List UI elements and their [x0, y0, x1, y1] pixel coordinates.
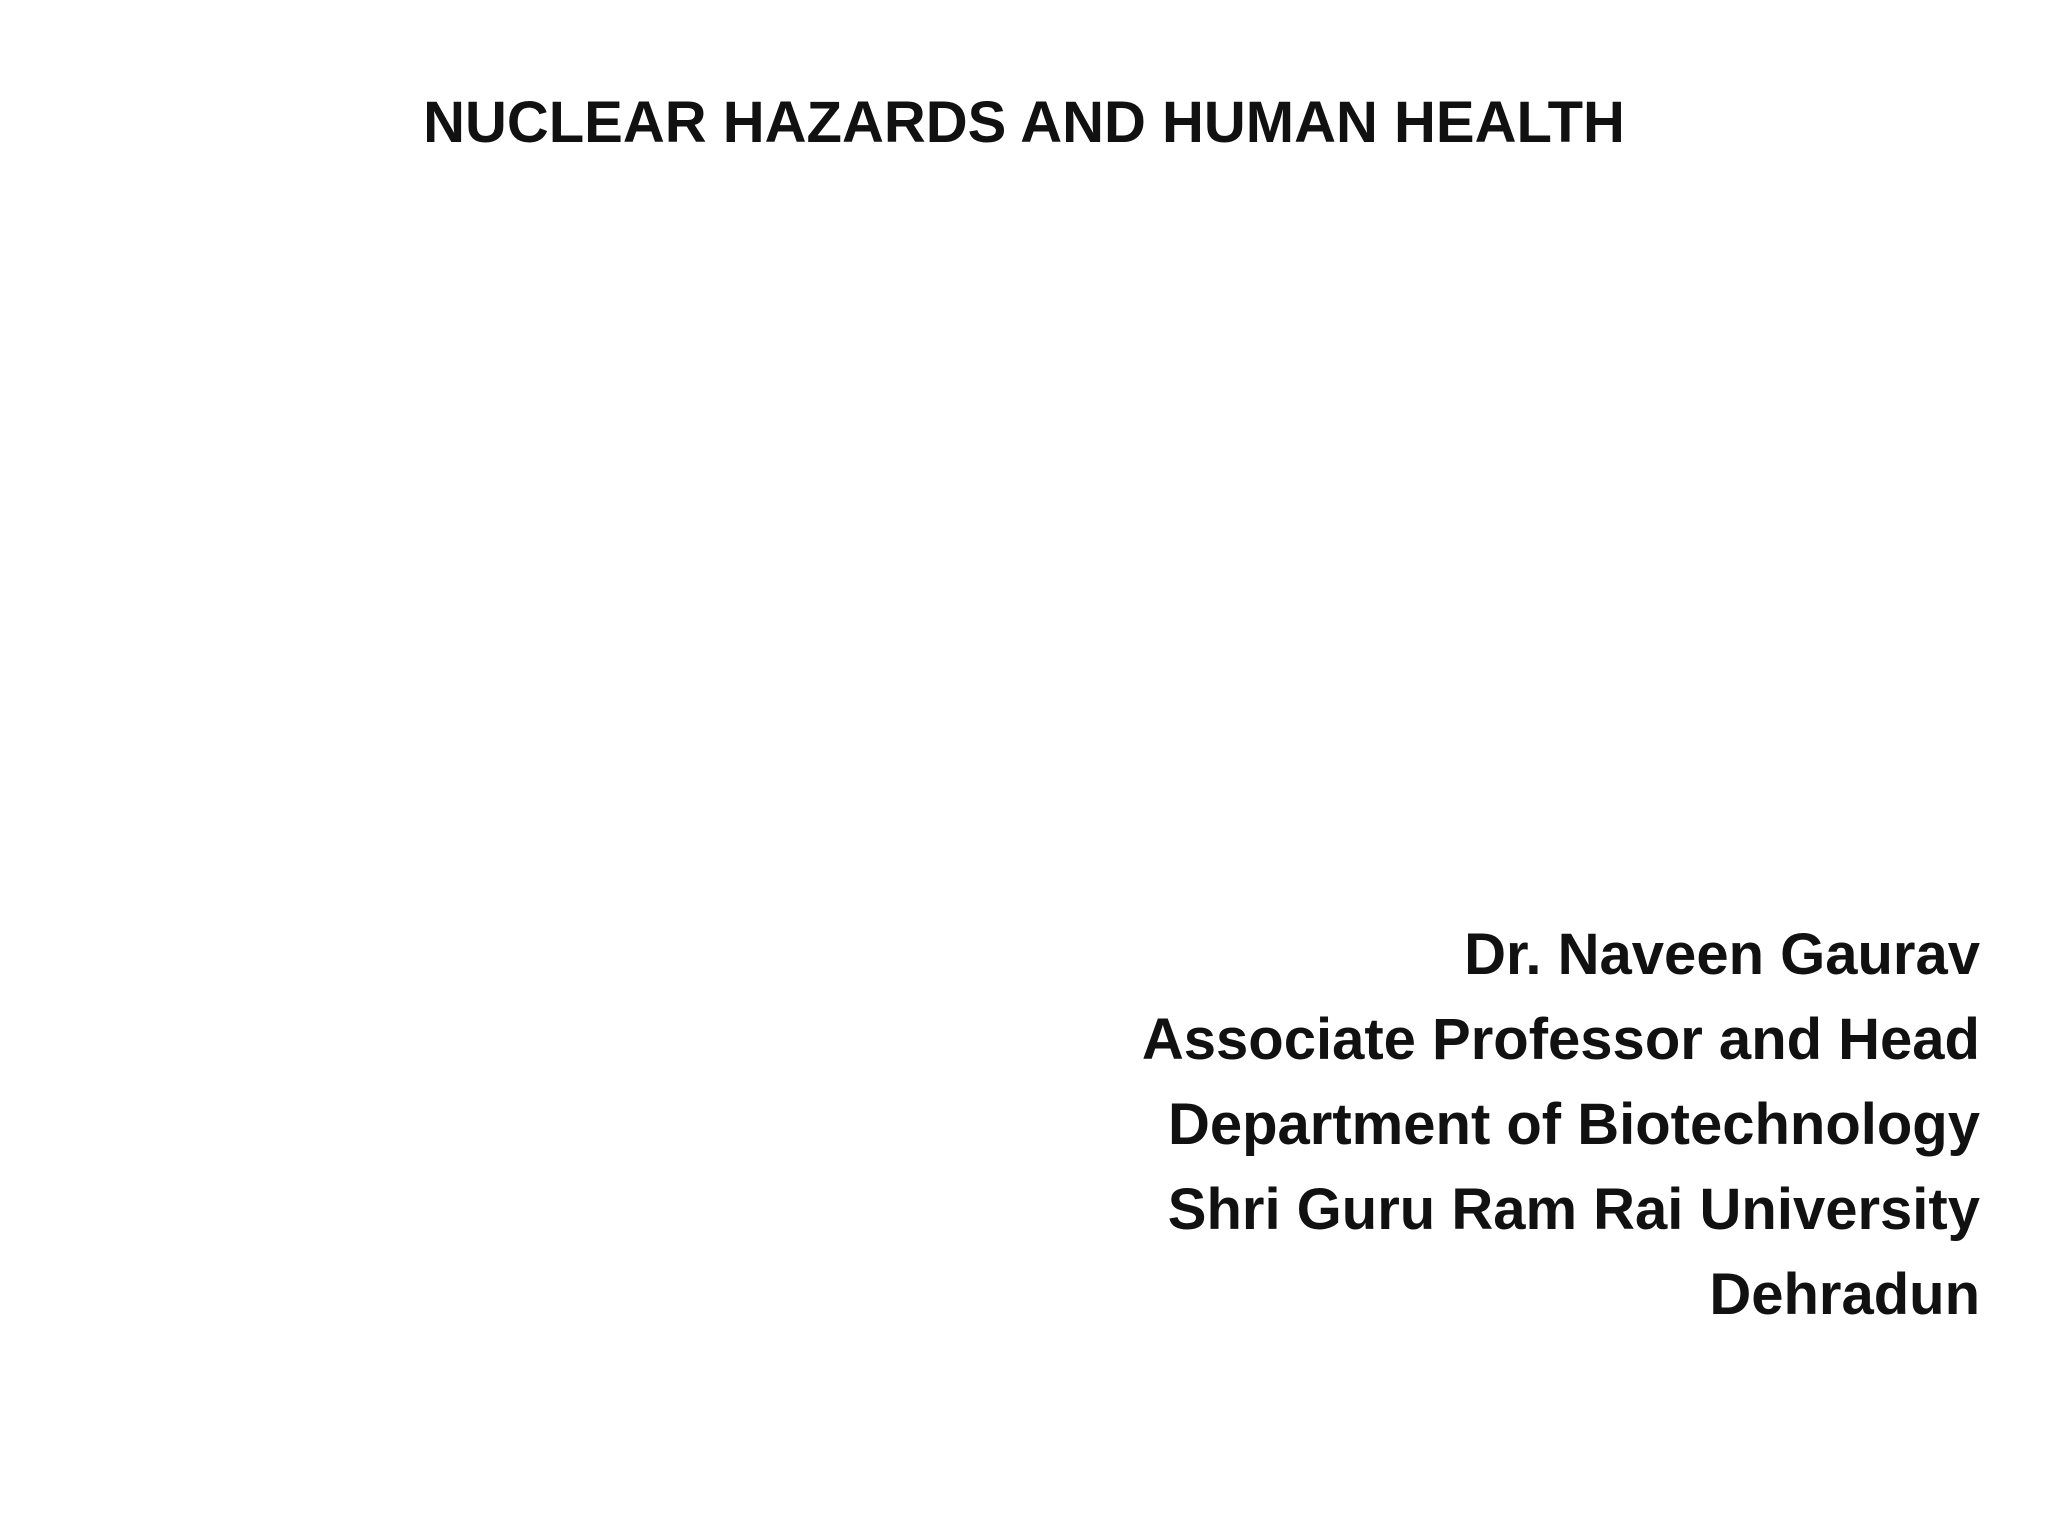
- author-designation: Associate Professor and Head: [1141, 1007, 1980, 1072]
- author-info: [880, 912, 1980, 1337]
- author-university: Shri Guru Ram Rai University: [1167, 1177, 1980, 1242]
- author-city: Dehradun: [1709, 1262, 1980, 1327]
- author-name: Dr. Naveen Gaurav: [1464, 922, 1980, 987]
- author-department: Department of Biotechnology: [1167, 1092, 1980, 1157]
- slide-title: NUCLEAR HAZARDS AND HUMAN HEALTH: [423, 90, 1625, 155]
